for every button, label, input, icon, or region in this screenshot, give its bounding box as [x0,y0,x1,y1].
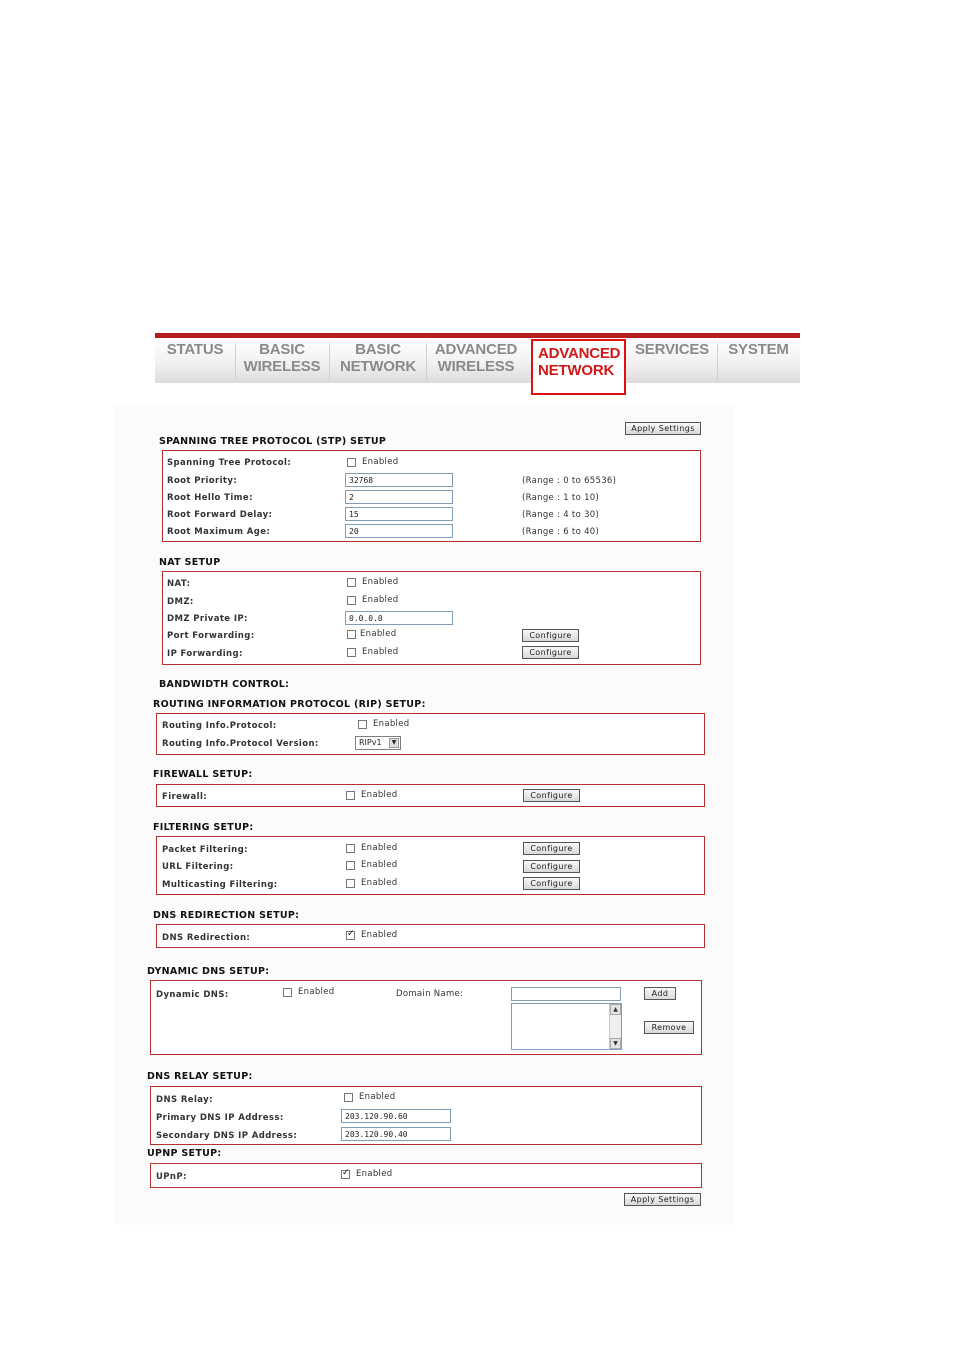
stp-protocol-label: Spanning Tree Protocol: [167,458,292,468]
tab-divider [717,343,718,381]
dns-relay-checkbox[interactable] [344,1093,353,1102]
dmz-enabled-checkbox[interactable] [347,596,356,605]
url-filtering-configure-button[interactable]: Configure [523,860,580,873]
tab-label: ADVANCED [434,341,518,358]
multicasting-filtering-label: Multicasting Filtering: [162,880,278,890]
firewall-label: Firewall: [162,792,208,802]
dynamic-dns-label: Dynamic DNS: [156,990,229,1000]
apply-settings-button-bottom[interactable]: Apply Settings [624,1193,701,1206]
tab-label: BASIC [355,341,401,358]
upnp-checkbox[interactable] [341,1170,350,1179]
enabled-label: Enabled [362,457,399,467]
port-forwarding-checkbox[interactable] [347,630,356,639]
chevron-down-icon: ▼ [389,738,399,748]
section-title-dynamic-dns: DYNAMIC DNS SETUP: [147,966,270,977]
enabled-label: Enabled [361,878,398,888]
tab-label: WIRELESS [437,358,515,375]
enabled-label: Enabled [360,629,397,639]
root-forward-delay-label: Root Forward Delay: [167,510,273,520]
firewall-configure-button[interactable]: Configure [523,789,580,802]
root-priority-label: Root Priority: [167,476,238,486]
ip-forwarding-configure-button[interactable]: Configure [522,646,579,659]
firewall-section-box [156,784,705,807]
rip-version-select[interactable] [355,736,401,750]
dmz-private-ip-label: DMZ Private IP: [167,614,248,624]
dynamic-dns-checkbox[interactable] [283,988,292,997]
enabled-label: Enabled [361,790,398,800]
tab-label: SYSTEM [728,341,789,358]
domain-name-label: Domain Name: [396,989,464,999]
nat-label: NAT: [167,579,191,589]
domain-list[interactable] [511,1003,622,1050]
url-filtering-checkbox[interactable] [346,861,355,870]
tab-system[interactable] [721,341,796,381]
tab-basic-network[interactable] [333,341,423,381]
tab-label: NETWORK [339,358,417,375]
enabled-label: Enabled [356,1169,393,1179]
domain-name-input[interactable] [511,987,621,1001]
apply-settings-button-top[interactable]: Apply Settings [625,422,701,435]
tab-label: ADVANCED [538,345,621,362]
section-title-stp: SPANNING TREE PROTOCOL (STP) SETUP [159,436,387,447]
tab-advanced-wireless[interactable] [428,341,524,381]
scroll-down-icon[interactable]: ▼ [610,1038,621,1049]
tab-label: SERVICES [635,341,709,358]
section-title-nat: NAT SETUP [159,557,221,568]
enabled-label: Enabled [362,577,399,587]
tab-label: NETWORK [538,362,615,379]
rip-enabled-checkbox[interactable] [358,720,367,729]
enabled-label: Enabled [361,860,398,870]
upnp-section-box [150,1163,702,1188]
enabled-label: Enabled [359,1092,396,1102]
enabled-label: Enabled [362,595,399,605]
port-forwarding-label: Port Forwarding: [167,631,255,641]
domain-list-scrollbar[interactable] [609,1004,621,1049]
tab-advanced-network[interactable] [531,339,626,395]
packet-filtering-label: Packet Filtering: [162,845,248,855]
enabled-label: Enabled [362,647,399,657]
root-hello-time-input[interactable]: 2 [345,490,453,504]
multicasting-filtering-checkbox[interactable] [346,879,355,888]
enabled-label: Enabled [361,930,398,940]
tab-basic-wireless[interactable] [239,341,325,381]
section-title-rip: ROUTING INFORMATION PROTOCOL (RIP) SETUP: [153,699,426,710]
tab-divider [426,343,427,381]
root-maximum-age-input[interactable]: 20 [345,524,453,538]
secondary-dns-label: Secondary DNS IP Address: [156,1131,298,1141]
multicasting-filtering-configure-button[interactable]: Configure [523,877,580,890]
rip-version-value: RIPv1 [359,738,382,747]
section-title-dns-relay: DNS RELAY SETUP: [147,1071,253,1082]
upnp-label: UPnP: [156,1172,187,1182]
primary-dns-input[interactable]: 203.120.90.60 [341,1109,451,1123]
section-title-filtering: FILTERING SETUP: [153,822,254,833]
scroll-up-icon[interactable]: ▲ [610,1004,621,1015]
dmz-label: DMZ: [167,597,194,607]
dns-relay-label: DNS Relay: [156,1095,213,1105]
tab-label: WIRELESS [243,358,321,375]
section-title-bandwidth: BANDWIDTH CONTROL: [159,679,290,690]
url-filtering-label: URL Filtering: [162,862,234,872]
packet-filtering-checkbox[interactable] [346,844,355,853]
section-title-upnp: UPNP SETUP: [147,1148,222,1159]
secondary-dns-input[interactable]: 203.120.90.40 [341,1127,451,1141]
enabled-label: Enabled [361,843,398,853]
tab-services[interactable] [632,341,712,381]
tab-label: STATUS [166,341,224,358]
root-forward-delay-input[interactable]: 15 [345,507,453,521]
root-priority-range: (Range : 0 to 65536) [522,476,617,486]
firewall-enabled-checkbox[interactable] [346,791,355,800]
remove-domain-button[interactable]: Remove [644,1021,694,1034]
dns-redirection-checkbox[interactable] [346,931,355,940]
ip-forwarding-label: IP Forwarding: [167,649,243,659]
add-domain-button[interactable]: Add [644,987,676,1000]
tab-divider [329,343,330,381]
root-hello-time-range: (Range : 1 to 10) [522,493,600,503]
nat-enabled-checkbox[interactable] [347,578,356,587]
root-priority-input[interactable]: 32768 [345,473,453,487]
stp-enabled-checkbox[interactable] [347,458,356,467]
root-maximum-age-range: (Range : 6 to 40) [522,527,600,537]
section-title-firewall: FIREWALL SETUP: [153,769,253,780]
dmz-private-ip-input[interactable]: 0.0.0.0 [345,611,453,625]
tab-divider [235,343,236,381]
root-forward-delay-range: (Range : 4 to 30) [522,510,600,520]
tab-label: BASIC [259,341,305,358]
primary-dns-label: Primary DNS IP Address: [156,1113,284,1123]
rip-label: Routing Info.Protocol: [162,721,277,731]
enabled-label: Enabled [373,719,410,729]
ip-forwarding-checkbox[interactable] [347,648,356,657]
dns-redirection-label: DNS Redirection: [162,933,251,943]
root-maximum-age-label: Root Maximum Age: [167,527,271,537]
port-forwarding-configure-button[interactable]: Configure [522,629,579,642]
top-navigation [155,333,800,395]
enabled-label: Enabled [298,987,335,997]
tab-status[interactable] [159,341,231,381]
rip-version-label: Routing Info.Protocol Version: [162,739,319,749]
packet-filtering-configure-button[interactable]: Configure [523,842,580,855]
section-title-dns-redirection: DNS REDIRECTION SETUP: [153,910,300,921]
root-hello-time-label: Root Hello Time: [167,493,253,503]
